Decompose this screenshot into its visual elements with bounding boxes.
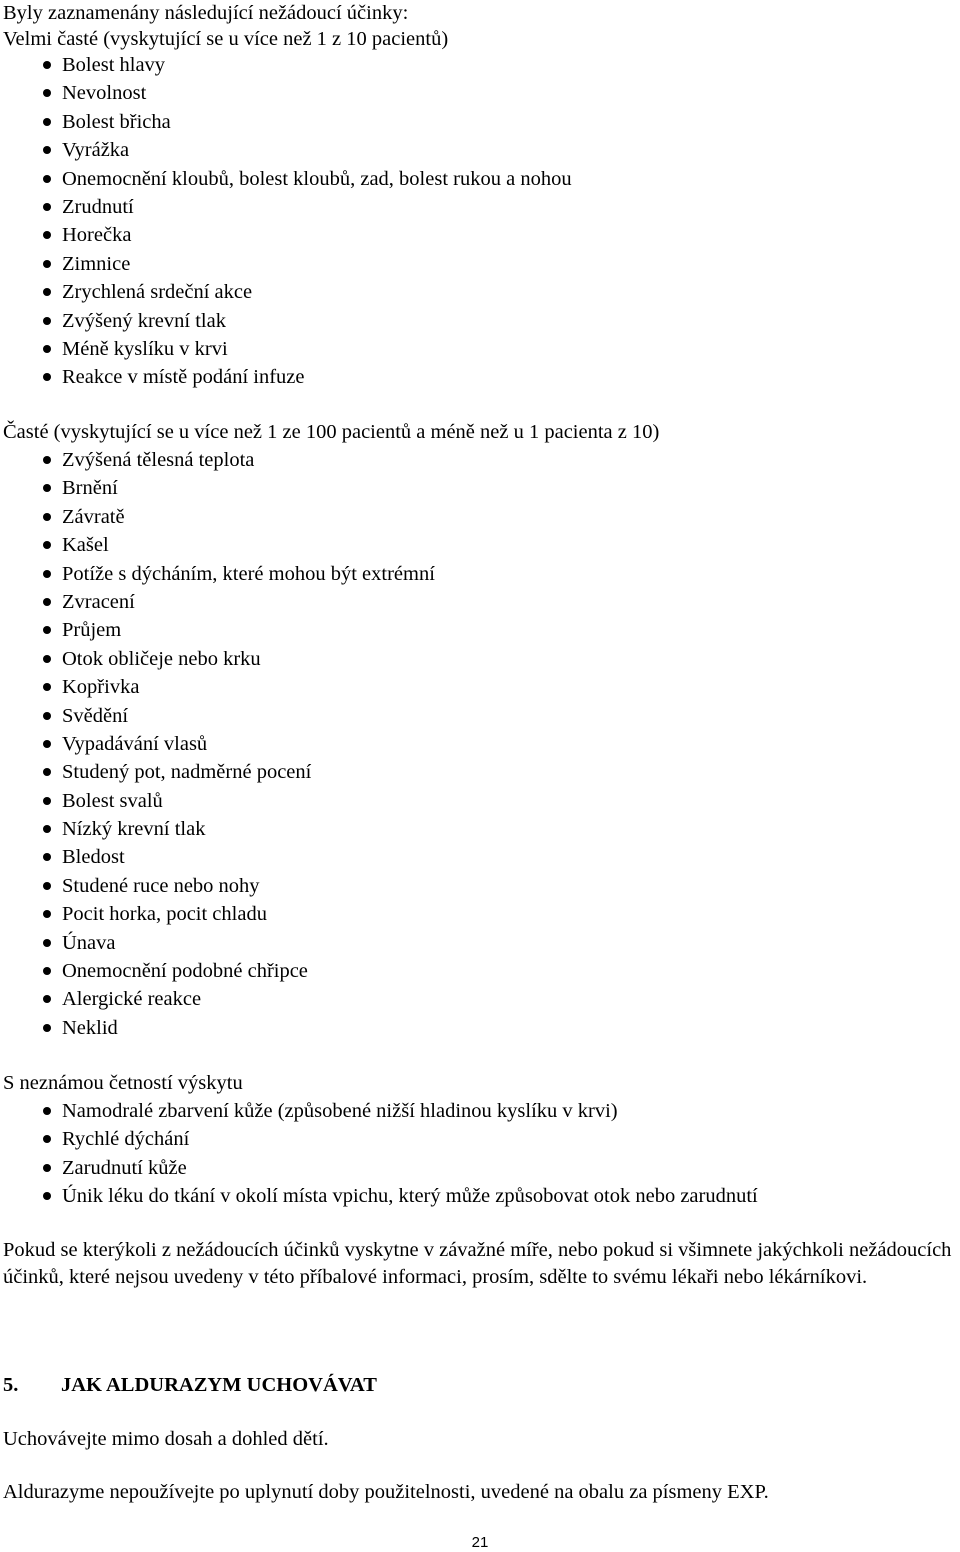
bullet-icon bbox=[43, 513, 51, 521]
bullet-icon bbox=[43, 1164, 51, 1172]
list-item bbox=[0, 503, 435, 531]
bullet-icon bbox=[43, 541, 51, 549]
list-item bbox=[0, 1182, 758, 1210]
bullet-icon bbox=[43, 740, 51, 748]
bullet-icon bbox=[43, 995, 51, 1003]
section-heading bbox=[3, 1372, 377, 1398]
list-item-text: Zvracení bbox=[62, 590, 135, 613]
list-item-text: Zrychlená srdeční akce bbox=[62, 281, 253, 304]
list-item-text: Zrudnutí bbox=[62, 195, 134, 218]
bullet-icon bbox=[43, 89, 51, 97]
list-item-text: Bolest břicha bbox=[62, 110, 171, 133]
list-item-text: Únik léku do tkání v okolí místa vpichu, který může způsobovat otok nebo zarudnutí bbox=[62, 1185, 758, 1208]
bullet-icon bbox=[43, 882, 51, 890]
list-item-text: Závratě bbox=[62, 505, 125, 528]
list-item-text: Studené ruce nebo nohy bbox=[62, 874, 260, 897]
list-item bbox=[0, 531, 435, 559]
bullet-icon bbox=[43, 683, 51, 691]
list-item-text: Bolest svalů bbox=[62, 789, 163, 812]
list-item-text: Vypadávání vlasů bbox=[62, 732, 208, 755]
bullet-icon bbox=[43, 1107, 51, 1115]
list-item-text: Bledost bbox=[62, 846, 125, 869]
bullet-icon bbox=[43, 317, 51, 325]
list-item bbox=[0, 474, 435, 502]
bullet-icon bbox=[43, 598, 51, 606]
list-item-text: Pocit horka, pocit chladu bbox=[62, 903, 267, 926]
list-item bbox=[0, 872, 435, 900]
common-heading: Časté (vyskytující se u více než 1 ze 100 pacientů a méně než u 1 pacienta z 10) bbox=[3, 421, 660, 443]
list-item-text: Neklid bbox=[62, 1016, 118, 1039]
bullet-icon bbox=[43, 910, 51, 918]
list-item-text: Vyrážka bbox=[62, 139, 130, 162]
list-item bbox=[0, 815, 435, 843]
storage-children-text: Uchovávejte mimo dosah a dohled dětí. bbox=[3, 1428, 329, 1450]
bullet-icon bbox=[43, 1024, 51, 1032]
list-item bbox=[0, 560, 435, 588]
list-item-text: Namodralé zbarvení kůže (způsobené nižší hladinou kyslíku v krvi) bbox=[62, 1100, 618, 1122]
bullet-icon bbox=[43, 61, 51, 69]
list-item bbox=[0, 1125, 758, 1153]
list-item bbox=[0, 900, 435, 928]
bullet-icon bbox=[43, 797, 51, 805]
list-item-text: Brnění bbox=[62, 477, 118, 500]
list-item bbox=[0, 193, 572, 221]
bullet-icon bbox=[43, 1192, 51, 1200]
list-item bbox=[0, 843, 435, 871]
bullet-icon bbox=[43, 626, 51, 634]
list-item-text: Nízký krevní tlak bbox=[62, 818, 206, 841]
list-item bbox=[0, 108, 572, 136]
section-title: JAK ALDURAZYM UCHOVÁVAT bbox=[61, 1374, 377, 1396]
list-item-text: Studený pot, nadměrné pocení bbox=[62, 761, 312, 784]
very-common-heading: Velmi časté (vyskytující se u více než 1 z 10 pacientů) bbox=[3, 28, 449, 50]
list-item bbox=[0, 79, 572, 107]
bullet-icon bbox=[43, 825, 51, 833]
list-item bbox=[0, 758, 435, 786]
list-item bbox=[0, 278, 572, 306]
list-item-text: Rychlé dýchání bbox=[62, 1128, 190, 1151]
list-item bbox=[0, 588, 435, 616]
list-item-text: Reakce v místě podání infuze bbox=[62, 366, 305, 389]
list-item bbox=[0, 957, 435, 985]
list-item-text: Alergické reakce bbox=[62, 988, 202, 1011]
list-item-text: Onemocnění podobné chřipce bbox=[62, 960, 308, 983]
bullet-icon bbox=[43, 768, 51, 776]
list-item-text: Kašel bbox=[62, 534, 109, 557]
list-item bbox=[0, 136, 572, 164]
storage-expiry-text: Aldurazyme nepoužívejte po uplynutí doby použitelnosti, uvedené na obalu za písmeny EXP. bbox=[3, 1481, 769, 1503]
bullet-icon bbox=[43, 456, 51, 464]
list-item bbox=[0, 1154, 758, 1182]
bullet-icon bbox=[43, 175, 51, 183]
list-item-text: Únava bbox=[62, 931, 116, 954]
common-list bbox=[0, 446, 435, 1042]
list-item bbox=[0, 335, 572, 363]
bullet-icon bbox=[43, 484, 51, 492]
list-item-text: Onemocnění kloubů, bolest kloubů, zad, bolest rukou a nohou bbox=[62, 167, 572, 190]
list-item-text: Méně kyslíku v krvi bbox=[62, 337, 228, 360]
list-item bbox=[0, 221, 572, 249]
list-item bbox=[0, 730, 435, 758]
list-item bbox=[0, 616, 435, 644]
list-item bbox=[0, 363, 572, 391]
list-item bbox=[0, 250, 572, 278]
report-side-effects-paragraph: Pokud se kterýkoli z nežádoucích účinků vyskytne v závažné míře, nebo pokud si všimnete jakýchkoli nežádoucích účinků, které nejsou uvedeny v této příbalové informaci, prosím, sdělte to svému lékaři nebo lékárníkovi. bbox=[3, 1239, 952, 1288]
bullet-icon bbox=[43, 146, 51, 154]
list-item bbox=[0, 1097, 758, 1125]
list-item bbox=[0, 787, 435, 815]
bullet-icon bbox=[43, 1135, 51, 1143]
unknown-frequency-list bbox=[0, 1097, 758, 1211]
very-common-list bbox=[0, 51, 572, 392]
list-item-text: Bolest hlavy bbox=[62, 54, 166, 76]
list-item-text: Zimnice bbox=[62, 252, 131, 275]
unknown-frequency-heading: S neznámou četností výskytu bbox=[3, 1072, 243, 1094]
list-item bbox=[0, 1014, 435, 1042]
list-item-text: Horečka bbox=[62, 224, 132, 247]
bullet-icon bbox=[43, 853, 51, 861]
bullet-icon bbox=[43, 655, 51, 663]
list-item-text: Svědění bbox=[62, 704, 129, 727]
bullet-icon bbox=[43, 203, 51, 211]
bullet-icon bbox=[43, 967, 51, 975]
bullet-icon bbox=[43, 939, 51, 947]
bullet-icon bbox=[43, 288, 51, 296]
bullet-icon bbox=[43, 373, 51, 381]
list-item bbox=[0, 307, 572, 335]
list-item bbox=[0, 645, 435, 673]
list-item-text: Otok obličeje nebo krku bbox=[62, 647, 261, 670]
list-item-text: Zvýšená tělesná teplota bbox=[62, 449, 255, 471]
list-item bbox=[0, 446, 435, 474]
page-number: 21 bbox=[471, 1534, 489, 1551]
list-item-text: Zvýšený krevní tlak bbox=[62, 309, 226, 332]
list-item bbox=[0, 985, 435, 1013]
list-item-text: Potíže s dýcháním, které mohou být extrémní bbox=[62, 562, 435, 585]
list-item-text: Průjem bbox=[62, 619, 122, 642]
bullet-icon bbox=[43, 118, 51, 126]
list-item bbox=[0, 51, 572, 79]
list-item-text: Zarudnutí kůže bbox=[62, 1156, 187, 1179]
list-item-text: Kopřivka bbox=[62, 676, 140, 699]
intro-text: Byly zaznamenány následující nežádoucí účinky: bbox=[3, 2, 409, 24]
bullet-icon bbox=[43, 260, 51, 268]
bullet-icon bbox=[43, 231, 51, 239]
list-item bbox=[0, 929, 435, 957]
list-item bbox=[0, 673, 435, 701]
list-item bbox=[0, 702, 435, 730]
bullet-icon bbox=[43, 345, 51, 353]
bullet-icon bbox=[43, 712, 51, 720]
list-item-text: Nevolnost bbox=[62, 82, 147, 105]
list-item bbox=[0, 165, 572, 193]
bullet-icon bbox=[43, 570, 51, 578]
section-number: 5. bbox=[3, 1374, 19, 1396]
